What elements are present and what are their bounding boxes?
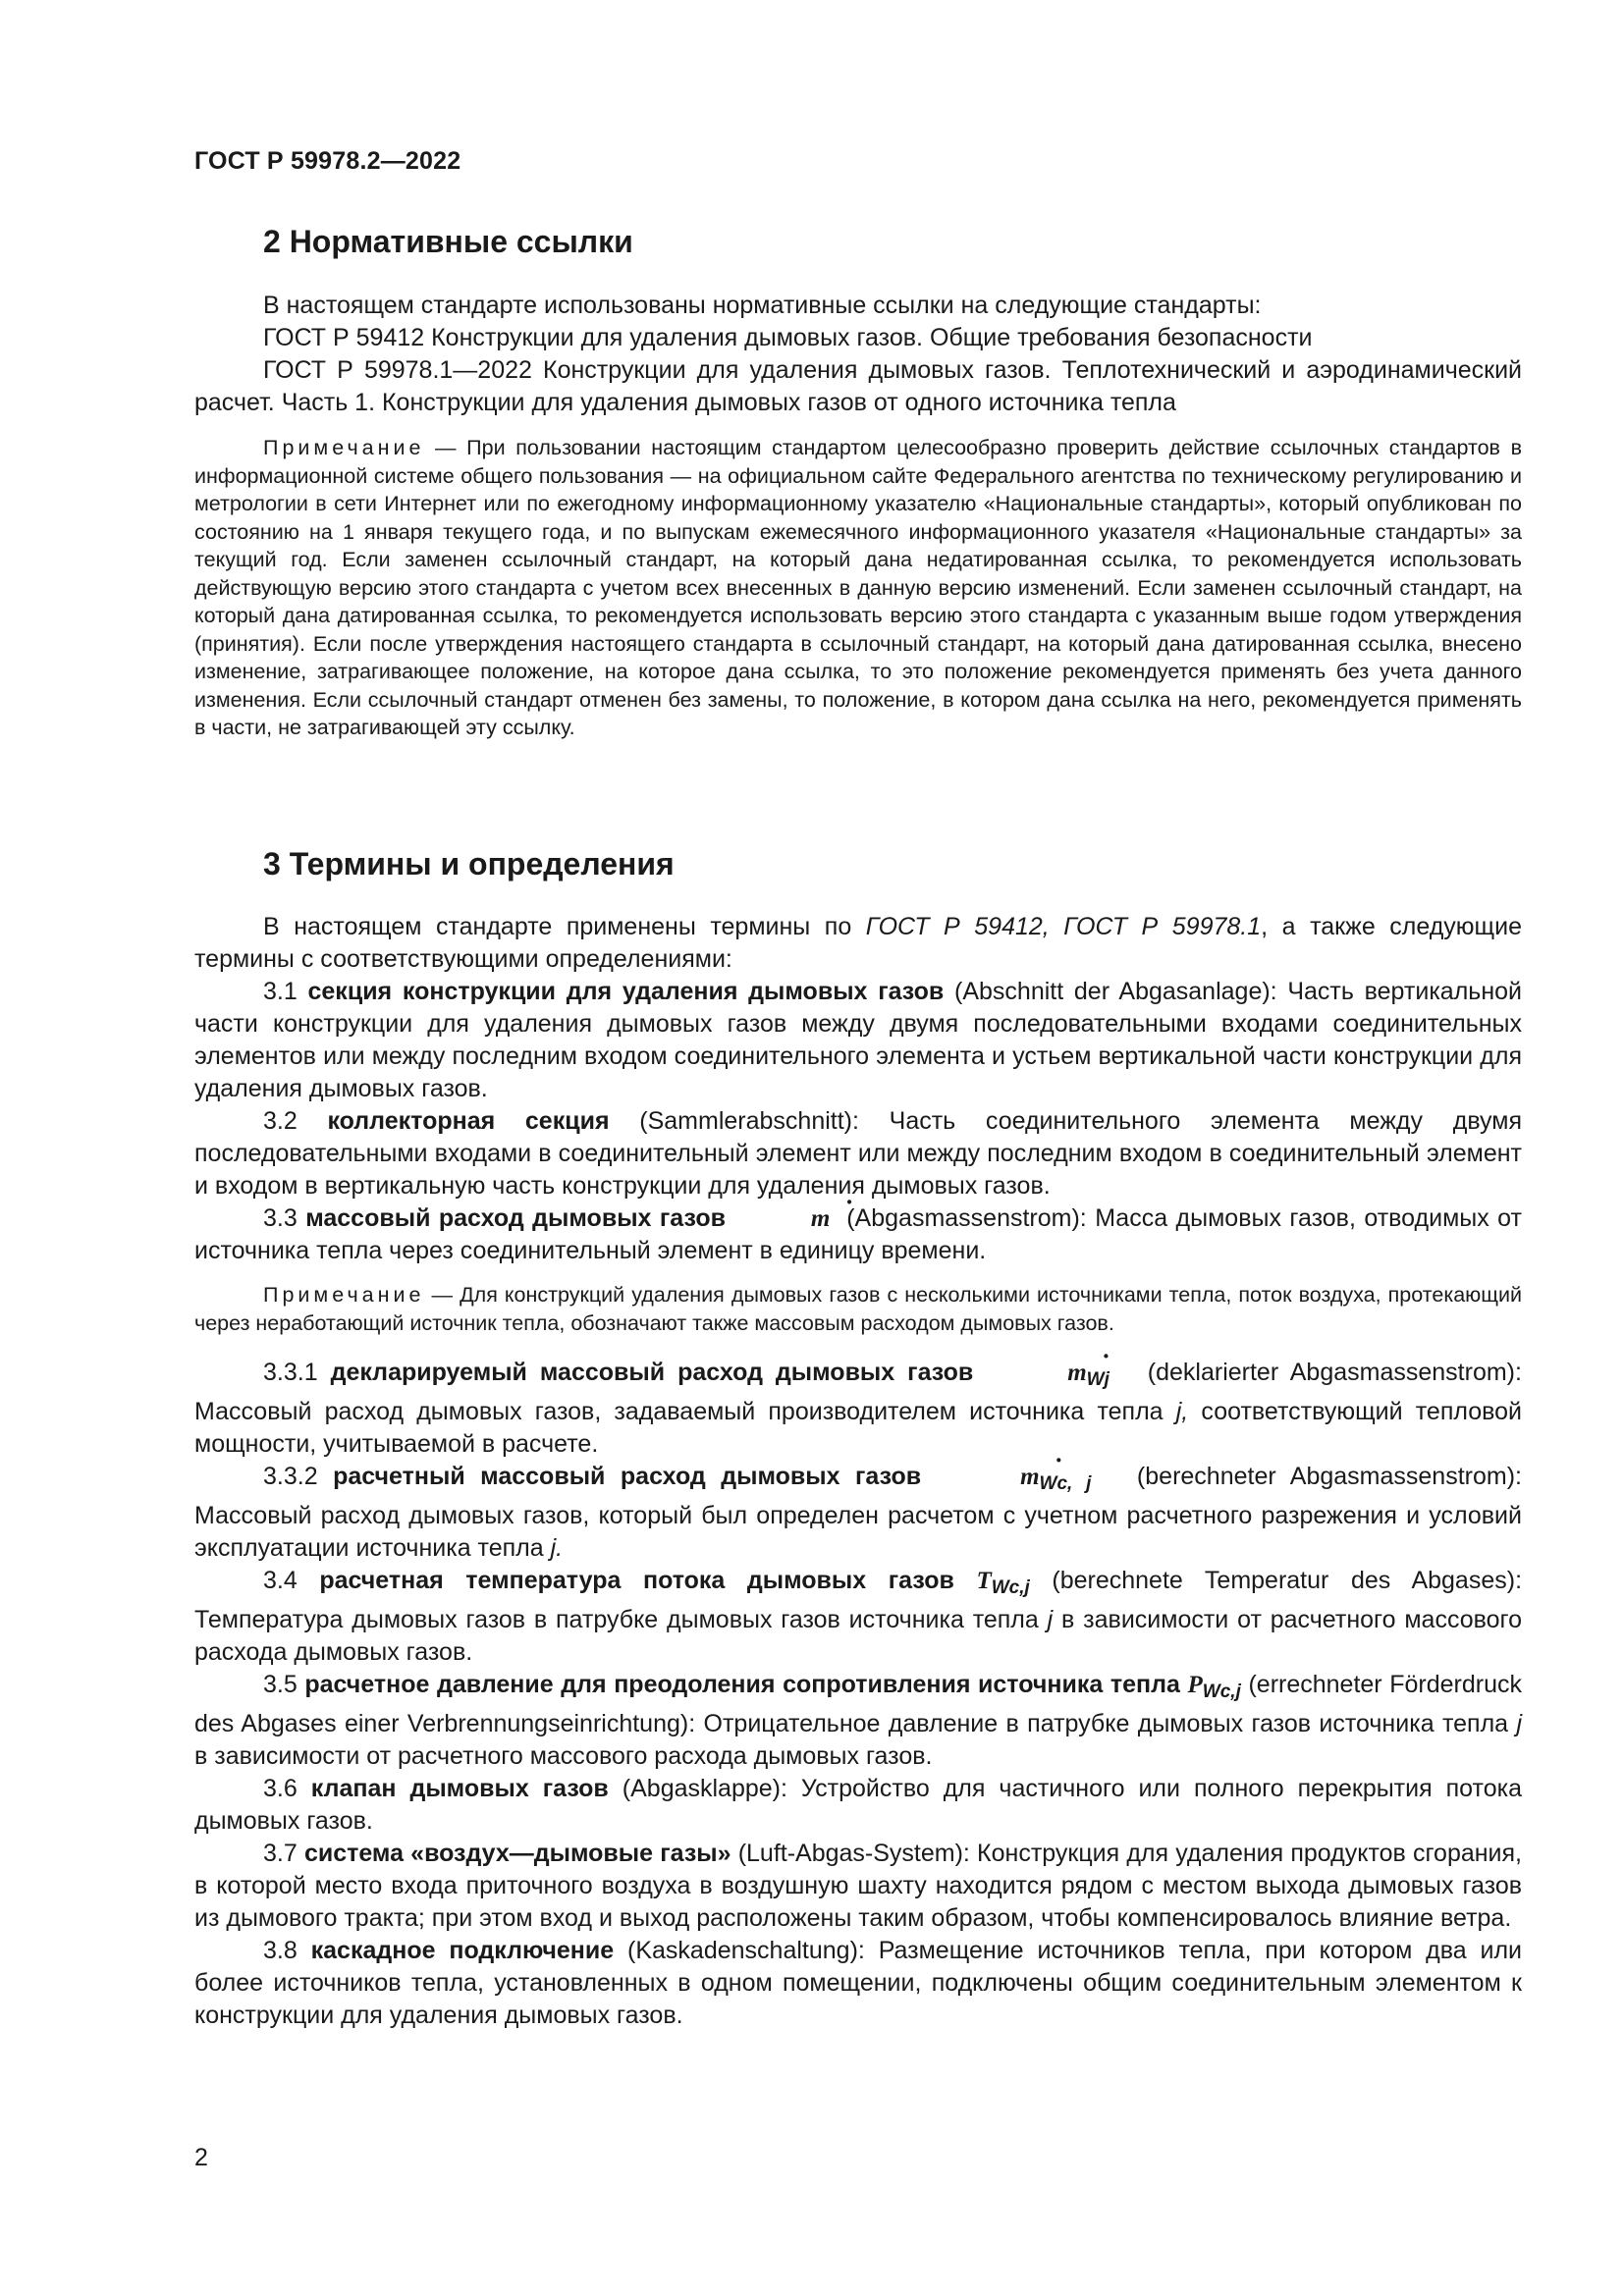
section-3-note xyxy=(194,1281,1522,1337)
term-name: каскадное подключение xyxy=(310,1937,615,1964)
term-3-3-2: 3.3.2 расчетный массовый расход дымовых газов · $m_{Wc, j}$ (berechneter Abgasmassenstrom): Массовый расход дымовых газов, который был определен расчетом с учетном расчетного разрежения и условий эксплуатации источника тепла j. xyxy=(194,1461,1522,1565)
term-3-4: 3.4 расчетная температура потока дымовых газов $T_{Wc,j}$ (berechnete Temperatur des Abgases): Температура дымовых газов в патрубке дымовых газов источника тепла j в зависимости от расчетного массового расхода дымовых газов. xyxy=(194,1567,1523,1666)
section-3-intro: В настоящем стандарте применены термины по ГОСТ Р 59412, ГОСТ Р 59978.1, а также следующие термины с соответствующими определениями: xyxy=(194,913,1522,973)
symbol-subscript: Wc,j xyxy=(1202,1682,1241,1702)
symbol-subscript: Wj xyxy=(1086,1369,1110,1390)
term-name: клапан дымовых газов xyxy=(310,1775,609,1802)
page-number: 2 xyxy=(194,2144,208,2171)
symbol-subscript: Wc, j xyxy=(1039,1473,1092,1494)
referenced-standards: ГОСТ Р 59412, ГОСТ Р 59978.1 xyxy=(865,913,1262,940)
term-name: расчетный массовый расход дымовых газов xyxy=(333,1463,922,1490)
term-name: массовый расход дымовых газов xyxy=(305,1204,726,1232)
term-name: расчетная температура потока дымовых газов xyxy=(319,1567,954,1594)
note-text: — При пользовании настоящим стандартом целесообразно проверить действие ссылочных стандартов в информационной системе общего пользования — на официальном сайте Федерального агентства по техническому регулированию и метрологии в сети Интернет или по ежегодному информационному указателю «Национальные стандарты», который опубликован по состоянию на 1 января текущего года, и по выпускам ежемесячного информационного указателя «Национальные стандарты» за текущий год. Если заменен ссылочный стандарт, на который дана недатированная ссылка, то рекомендуется использовать действующую версию этого стандарта с учетом всех внесенных в данную версию изменений. Если заменен ссылочный стандарт, на который дана датированная ссылка, то рекомендуется использовать версию этого стандарта с указанным выше годом утверждения (принятия). Если после утверждения настоящего стандарта в ссылочный стандарт, на который дана датированная ссылка, внесено изменение, затрагивающее положение, на которое дана ссылка, то это положение рекомендуется применять без учета данного изменения. Если ссылочный стандарт отменен без замены, то положение, в котором дана ссылка на него, рекомендуется применять в части, не затрагивающей эту ссылку. xyxy=(194,436,1522,739)
symbol-T: T xyxy=(976,1568,992,1594)
symbol-P: P xyxy=(1187,1672,1203,1698)
section-2-title: 2 Нормативные ссылки xyxy=(263,224,633,259)
term-3-2: 3.2 коллекторная секция (Sammlerabschnitt): Часть соединительного элемента между двумя последовательными входами в соединительный элемент или между последним входом в соединительный элемент и входом в вертикальную часть конструкции для удаления дымовых газов. xyxy=(194,1107,1522,1200)
term-3-3: 3.3 массовый расход дымовых газов · m (Abgasmassenstrom): Масса дымовых газов, отводимых от источника тепла через соединительный элемент в единицу времени. xyxy=(194,1202,1522,1267)
term-3-6: 3.6 клапан дымовых газов (Abgasklappe): Устройство для частичного или полного перекрытия потока дымовых газов. xyxy=(194,1775,1522,1835)
symbol-m-dot: · m xyxy=(999,1357,1086,1389)
term-3-8: 3.8 каскадное подключение (Kaskadenschaltung): Размещение источников тепла, при котором два или более источников тепла, установленных в одном помещении, подключены общим соединительным элементом к конструкции для удаления дымовых газов. xyxy=(194,1937,1523,2029)
term-3-1: 3.1 секция конструкции для удаления дымовых газов (Abschnitt der Abgasanlage): Часть вертикальной части конструкции для удаления дымовых газов между двумя последовательными входами соединительных элементов или между последним входом соединительного элемента и устьем вертикальной части конструкции для удаления дымовых газов. xyxy=(194,978,1522,1102)
term-name: система «воздух—дымовые газы» xyxy=(303,1840,731,1867)
term-name: секция конструкции для удаления дымовых газов xyxy=(307,978,945,1005)
term-3-7: 3.7 система «воздух—дымовые газы» (Luft-Abgas-System): Конструкция для удаления продуктов сгорания, в которой место входа приточного воздуха в воздушную шахту находится рядом с местом выхода дымовых газов из дымового тракта; при этом вход и выход расположены таким образом, чтобы компенсировалось влияние ветра. xyxy=(194,1840,1523,1932)
symbol-subscript: Wc,j xyxy=(991,1577,1030,1598)
reference-item: ГОСТ Р 59412 Конструкции для удаления дымовых газов. Общие требования безопасности xyxy=(263,324,1313,351)
section-2-body xyxy=(194,290,1522,419)
reference-item: ГОСТ Р 59978.1—2022 Конструкции для удаления дымовых газов. Теплотехнический и аэродинамический расчет. Часть 1. Конструкции для удаления дымовых газов от одного источника тепла xyxy=(194,356,1522,416)
section-3-body-b xyxy=(194,1357,1522,2032)
term-name: декларируемый массовый расход дымовых газов xyxy=(330,1359,974,1386)
section-3-body-a xyxy=(194,911,1522,1267)
term-3-3-1: 3.3.1 декларируемый массовый расход дымовых газов · $m_{Wj}$ (deklarierter Abgasmassenstrom): Массовый расход дымовых газов, задаваемый производителем источника тепла j, соответствующий тепловой мощности, учитываемой в расчете. xyxy=(194,1357,1522,1461)
note-label: Примечание xyxy=(263,1283,425,1307)
term-name: расчетное давление для преодоления сопротивления источника тепла xyxy=(304,1671,1180,1698)
note-text: — Для конструкций удаления дымовых газов с несколькими источниками тепла, поток воздуха, протекающий через неработающий источник тепла, обозначают также массовым расходом дымовых газов. xyxy=(194,1283,1522,1335)
term-3-5: 3.5 расчетное давление для преодоления сопротивления источника тепла $P_{Wc,j}$ (errechneter Förderdruck des Abgases einer Verbrennungseinrichtung): Отрицательное давление в патрубке дымовых газов источника тепла j в зависимости от расчетного массового расхода дымовых газов. xyxy=(194,1671,1523,1770)
symbol-m-dot: · m xyxy=(951,1461,1039,1493)
section-2-intro: В настоящем стандарте использованы нормативные ссылки на следующие стандарты: xyxy=(263,292,1262,319)
document-code-header: ГОСТ Р 59978.2—2022 xyxy=(194,147,461,175)
term-name: коллекторная секция xyxy=(327,1107,610,1135)
note-label: Примечание xyxy=(263,436,425,459)
symbol-m-dot: · m xyxy=(742,1202,830,1235)
section-3-title: 3 Термины и определения xyxy=(263,846,675,881)
section-2-note xyxy=(194,434,1522,742)
